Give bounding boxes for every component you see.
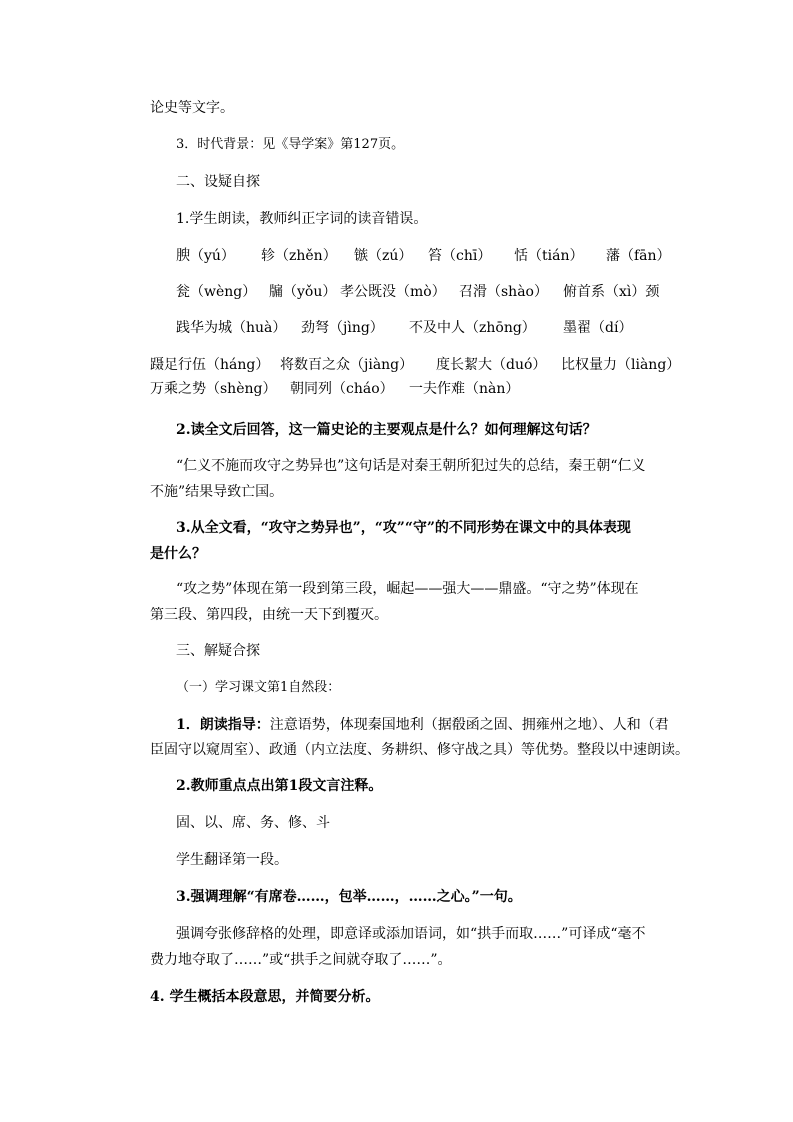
item2-heading: 2.教师重点点出第1段文言注释。 — [176, 778, 383, 794]
pinyin-word: 孝公既没（mò） — [340, 284, 446, 300]
section2-heading: 二、设疑自探 — [176, 174, 260, 190]
pinyin-word: 度长絜大（duó） — [436, 357, 547, 373]
pinyin-word: 瓮（wèng） — [176, 284, 257, 300]
pinyin-word: 笞（chī） — [428, 248, 492, 264]
item3-heading: 3.强调理解“有席卷……，包举……，……之心。”一句。 — [176, 889, 522, 905]
question-3-line2: 是什么？ — [150, 546, 206, 562]
item3-line2: 费力地夺取了……”或“拱手之间就夺取了……”。 — [150, 952, 452, 968]
pinyin-word: 藩（fān） — [606, 248, 671, 264]
pinyin-row — [0, 318, 793, 338]
pinyin-row — [0, 246, 793, 266]
item3-line1: 强调夸张修辞格的处理，即意译或添加语词，如“拱手而取……”可译成“毫不 — [176, 926, 646, 942]
intro-tail: 论史等文字。 — [150, 100, 234, 116]
item2-translate: 学生翻译第一段。 — [176, 852, 288, 868]
pinyin-word: 蹑足行伍（háng） — [150, 357, 270, 373]
pinyin-word: 不及中人（zhōng） — [409, 320, 536, 336]
pinyin-word: 将数百之众（jiàng） — [280, 357, 414, 373]
pinyin-word: 朝同列（cháo） — [290, 381, 394, 397]
item1-title: 1.学生朗读，教师纠正字词的读音错误。 — [176, 211, 428, 227]
question-3-line1: 3.从全文看，“攻守之势异也”，“攻”“守”的不同形势在课文中的具体表现 — [176, 520, 631, 536]
item2-words: 固、以、席、务、修、斗 — [176, 815, 330, 831]
pinyin-word: 比权量力（liàng） — [561, 357, 681, 373]
reading-text: 注意语势，体现秦国地利（据殽函之固、拥雍州之地）、人和（君 — [269, 717, 669, 733]
question-2: 2.读全文后回答，这一篇史论的主要观点是什么？如何理解这句话？ — [176, 422, 597, 438]
reading-guidance-line1 — [176, 715, 669, 735]
pinyin-word: 践华为城（huà） — [176, 320, 287, 336]
pinyin-word: 轸（zhěn） — [261, 248, 337, 264]
pinyin-word: 召滑（shào） — [459, 284, 548, 300]
pinyin-row — [0, 355, 793, 375]
sub1-heading: （一）学习课文第1自然段： — [176, 680, 341, 695]
answer-3-line1: “攻之势”体现在第一段到第三段，崛起——强大——鼎盛。“守之势”体现在 — [176, 581, 639, 597]
pinyin-word: 万乘之势（shèng） — [150, 381, 277, 397]
pinyin-word: 墨翟（dí） — [563, 320, 633, 336]
answer-2-line1: “仁义不施而攻守之势异也”这句话是对秦王朝所犯过失的总结，秦王朝“仁义 — [176, 458, 646, 474]
pinyin-row — [0, 379, 793, 399]
section3-heading: 三、解疑合探 — [176, 643, 260, 659]
pinyin-word: 恬（tián） — [514, 248, 584, 264]
answer-3-line2: 第三段、第四段，由统一天下到覆灭。 — [150, 607, 388, 623]
background-item: 3．时代背景：见《导学案》第127页。 — [176, 137, 405, 152]
item4-heading: 4. 学生概括本段意思，并简要分析。 — [150, 989, 380, 1005]
answer-2-line2: 不施”结果导致亡国。 — [150, 484, 284, 500]
pinyin-word: 俯首系（xì）颈 — [563, 284, 660, 300]
pinyin-word: 劲弩（jìng） — [301, 320, 384, 336]
pinyin-word: 一夫作难（nàn） — [409, 381, 520, 397]
pinyin-row — [0, 282, 793, 302]
reading-guidance-line2: 臣固守以窥周室）、政通（内立法度、务耕织、修守战之具）等优势。整段以中速朗读。 — [150, 742, 689, 758]
pinyin-word: 牖（yǒu） — [269, 284, 337, 300]
pinyin-word: 镞（zú） — [354, 248, 413, 264]
reading-label: 1．朗读指导： — [176, 717, 270, 733]
pinyin-word: 腴（yú） — [176, 248, 235, 264]
